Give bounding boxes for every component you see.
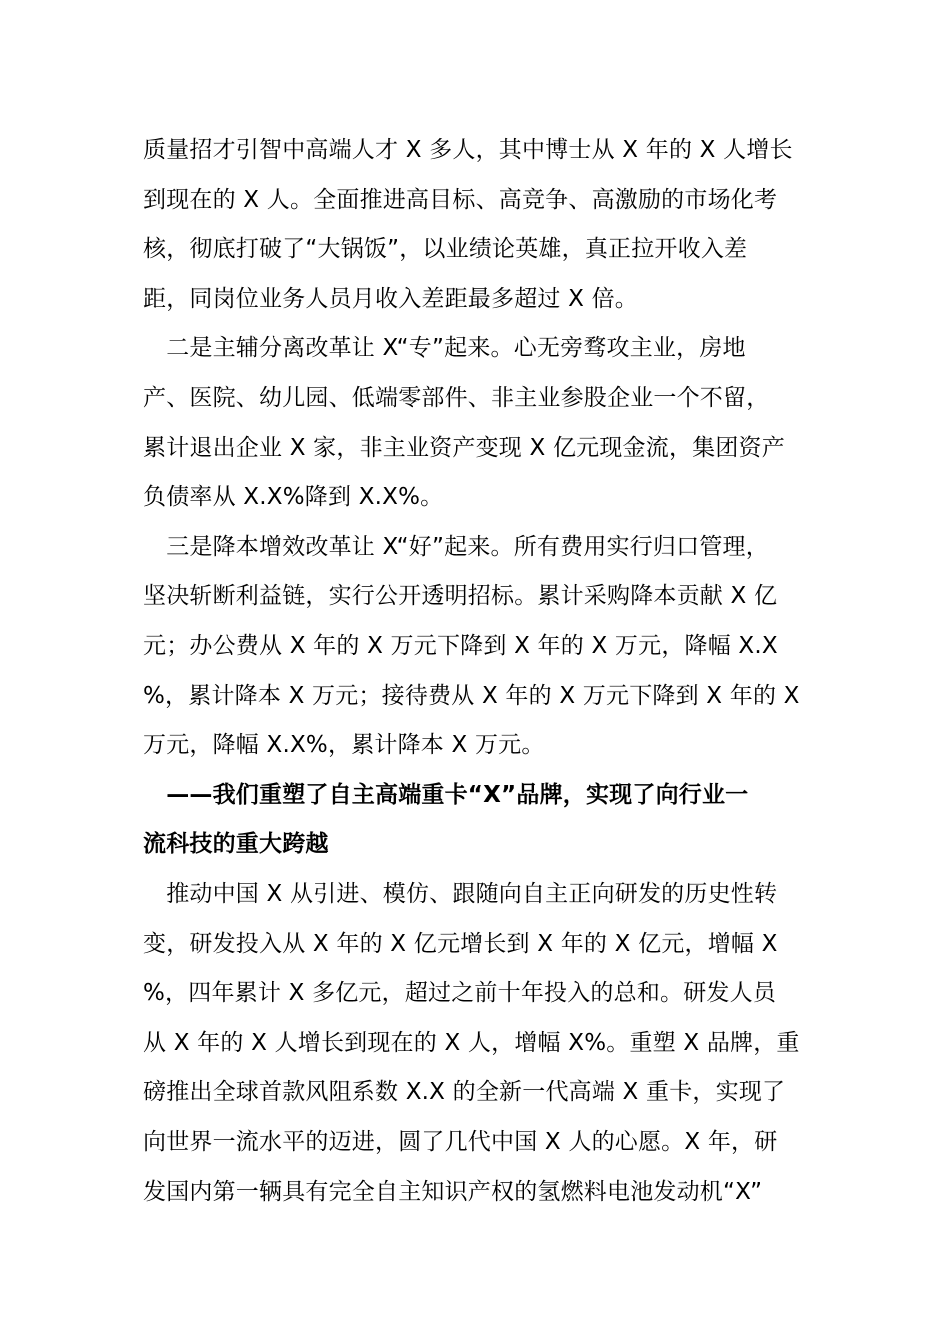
paragraph-line: 坚决斩断利益链，实行公开透明招标。累计采购降本贡献 X 亿 (143, 583, 778, 610)
section-heading-line: ——我们重塑了自主高端重卡“X”品牌，实现了向行业一 (143, 781, 749, 808)
paragraph-line: 质量招才引智中高端人才 X 多人，其中博士从 X 年的 X 人增长 (143, 137, 793, 163)
paragraph-line: 磅推出全球首款风阻系数 X.X 的全新一代高端 X 重卡，实现了 (143, 1079, 786, 1106)
paragraph-line: 累计退出企业 X 家，非主业资产变现 X 亿元现金流，集团资产 (143, 434, 785, 461)
paragraph-line: %，四年累计 X 多亿元，超过之前十年投入的总和。研发人员 (143, 980, 777, 1007)
paragraph-line: 推动中国 X 从引进、模仿、跟随向自主正向研发的历史性转 (143, 881, 778, 907)
paragraph-line: 二是主辅分离改革让 X“专”起来。心无旁骛攻主业，房地 (143, 335, 746, 362)
paragraph-line: 向世界一流水平的迈进，圆了几代中国 X 人的心愿。X 年，研 (143, 1129, 778, 1155)
paragraph-line: 到现在的 X 人。全面推进高目标、高竞争、高激励的市场化考 (143, 186, 778, 213)
paragraph-line: 万元，降幅 X.X%，累计降本 X 万元。 (143, 732, 545, 759)
paragraph-line: 距，同岗位业务人员月收入差距最多超过 X 倍。 (143, 285, 638, 312)
paragraph-line: 三是降本增效改革让 X“好”起来。所有费用实行归口管理， (143, 533, 769, 560)
paragraph-line: 产、医院、幼儿园、低端零部件、非主业参股企业一个不留， (143, 385, 770, 411)
paragraph-line: 元；办公费从 X 年的 X 万元下降到 X 年的 X 万元，降幅 X.X (143, 633, 778, 659)
paragraph-line: 负债率从 X.X%降到 X.X%。 (143, 484, 444, 511)
paragraph-line: %，累计降本 X 万元；接待费从 X 年的 X 万元下降到 X 年的 X (143, 682, 800, 709)
section-heading-line: 流科技的重大跨越 (143, 831, 329, 858)
paragraph-line: 核，彻底打破了“大锅饭”，以业绩论英雄，真正拉开收入差 (143, 236, 748, 263)
paragraph-line: 发国内第一辆具有完全自主知识产权的氢燃料电池发动机“X” (143, 1178, 763, 1205)
paragraph-line: 变，研发投入从 X 年的 X 亿元增长到 X 年的 X 亿元，增幅 X (143, 930, 778, 957)
paragraph-line: 从 X 年的 X 人增长到现在的 X 人，增幅 X%。重塑 X 品牌，重 (143, 1029, 800, 1056)
